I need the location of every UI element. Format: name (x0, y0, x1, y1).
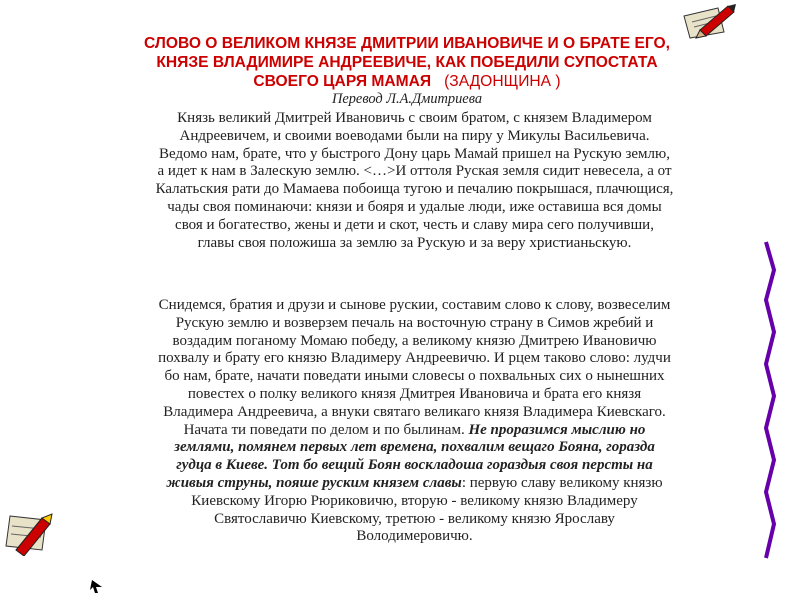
title-line-text: СВОЕГО ЦАРЯ МАМАЯ (253, 73, 432, 90)
text-line (62, 422, 767, 440)
translator-credit: Перевод Л.А.Дмитриева (331, 91, 483, 107)
title-suffix: (ЗАДОНЩИНА ) (444, 73, 561, 90)
text-line: Андреевичем, и своими воеводами были на пиру у Микулы Васильевича. (179, 127, 650, 144)
text-line: Киевскому Игорю Рюриковичю, вторую - великому князю Владимеру (191, 492, 638, 509)
title-line (62, 72, 752, 91)
text-line: воздадим поганому Момаю победу, а великому князю Дмитрею Ивановичю (172, 332, 657, 349)
text-line: чады своя поминаючи: князи и бояря и удалые люди, иже оставиша вся домы (167, 198, 662, 215)
text-line: бо нам, брате, начати поведати иными словесы о похвальных сих о нынешних (164, 368, 665, 385)
title-line: СЛОВО О ВЕЛИКОМ КНЯЗЕ ДМИТРИИ ИВАНОВИЧЕ И О БРАТЕ ЕГО, (144, 35, 670, 52)
text-segment: Начата ти поведати по делом и по былинам. (183, 421, 465, 438)
page-title (62, 34, 752, 91)
text-line: повестех о полку великого князя Дмитрея Ивановича и брата его князя (187, 385, 642, 402)
text-line: похвалу и брату его князю Владимеру Андреевичю. И рцем таково слово: лудчи (158, 350, 671, 367)
text-line: а идет к нам в Залескую землю. <…>И оттоля Руская земля сидит невесела, а от (157, 163, 672, 180)
text-line: Снидемся, братия и друзи и сынове рускии, составим слово к слову, возвеселим (158, 297, 671, 313)
emphasis-line: гудца в Киеве. Тот бо вещий Боян воскладоша гораздыя своя персты на (176, 457, 653, 474)
text-line (62, 475, 767, 493)
text-line: Владимера Андреевича, а внуки святаго великаго князя Владимера Киевскаго. (163, 403, 666, 420)
text-line: Святославичю Киевскому, третюю - великому князю Ярославу (214, 510, 615, 527)
paragraph-2 (62, 297, 767, 546)
text-segment: : первую славу великому князю (461, 474, 663, 491)
arrow-icon (90, 578, 104, 594)
emphasis-text: Не проразимся мыслию но (464, 421, 646, 438)
emphasis-text: живыя струны, пояше руским князем славы (166, 474, 462, 491)
text-line: своя и богатество, жены и дети и скот, честь и славу мира сего получивши, (175, 216, 654, 233)
text-line: Калатьския рати до Мамаева побоища тугою и печалию покрышася, плачющися, (155, 181, 674, 198)
text-line: Ведомо нам, брате, что у быстрого Дону царь Мамай пришел на Рускую землю, (159, 145, 670, 162)
pencil-paper-icon (2, 510, 60, 556)
text-line: Володимеровичю. (356, 528, 473, 545)
text-line: главы своя положиша за землю за Рускую и за веру христианьскую. (197, 234, 632, 251)
title-line: КНЯЗЕ ВЛАДИМИРЕ АНДРЕЕВИЧЕ, КАК ПОБЕДИЛИ СУПОСТАТА (156, 54, 658, 71)
emphasis-line: землями, помянем первых лет времена, похвалим вещаго Бояна, горазда (174, 439, 655, 456)
paragraph-1 (62, 110, 767, 252)
text-line: Князь великий Дмитрей Ивановичь с своим братом, с князем Владимером (177, 110, 652, 126)
text-line: Рускую землю и возверзем печаль на восточную страну в Симов жребий и (175, 314, 654, 331)
